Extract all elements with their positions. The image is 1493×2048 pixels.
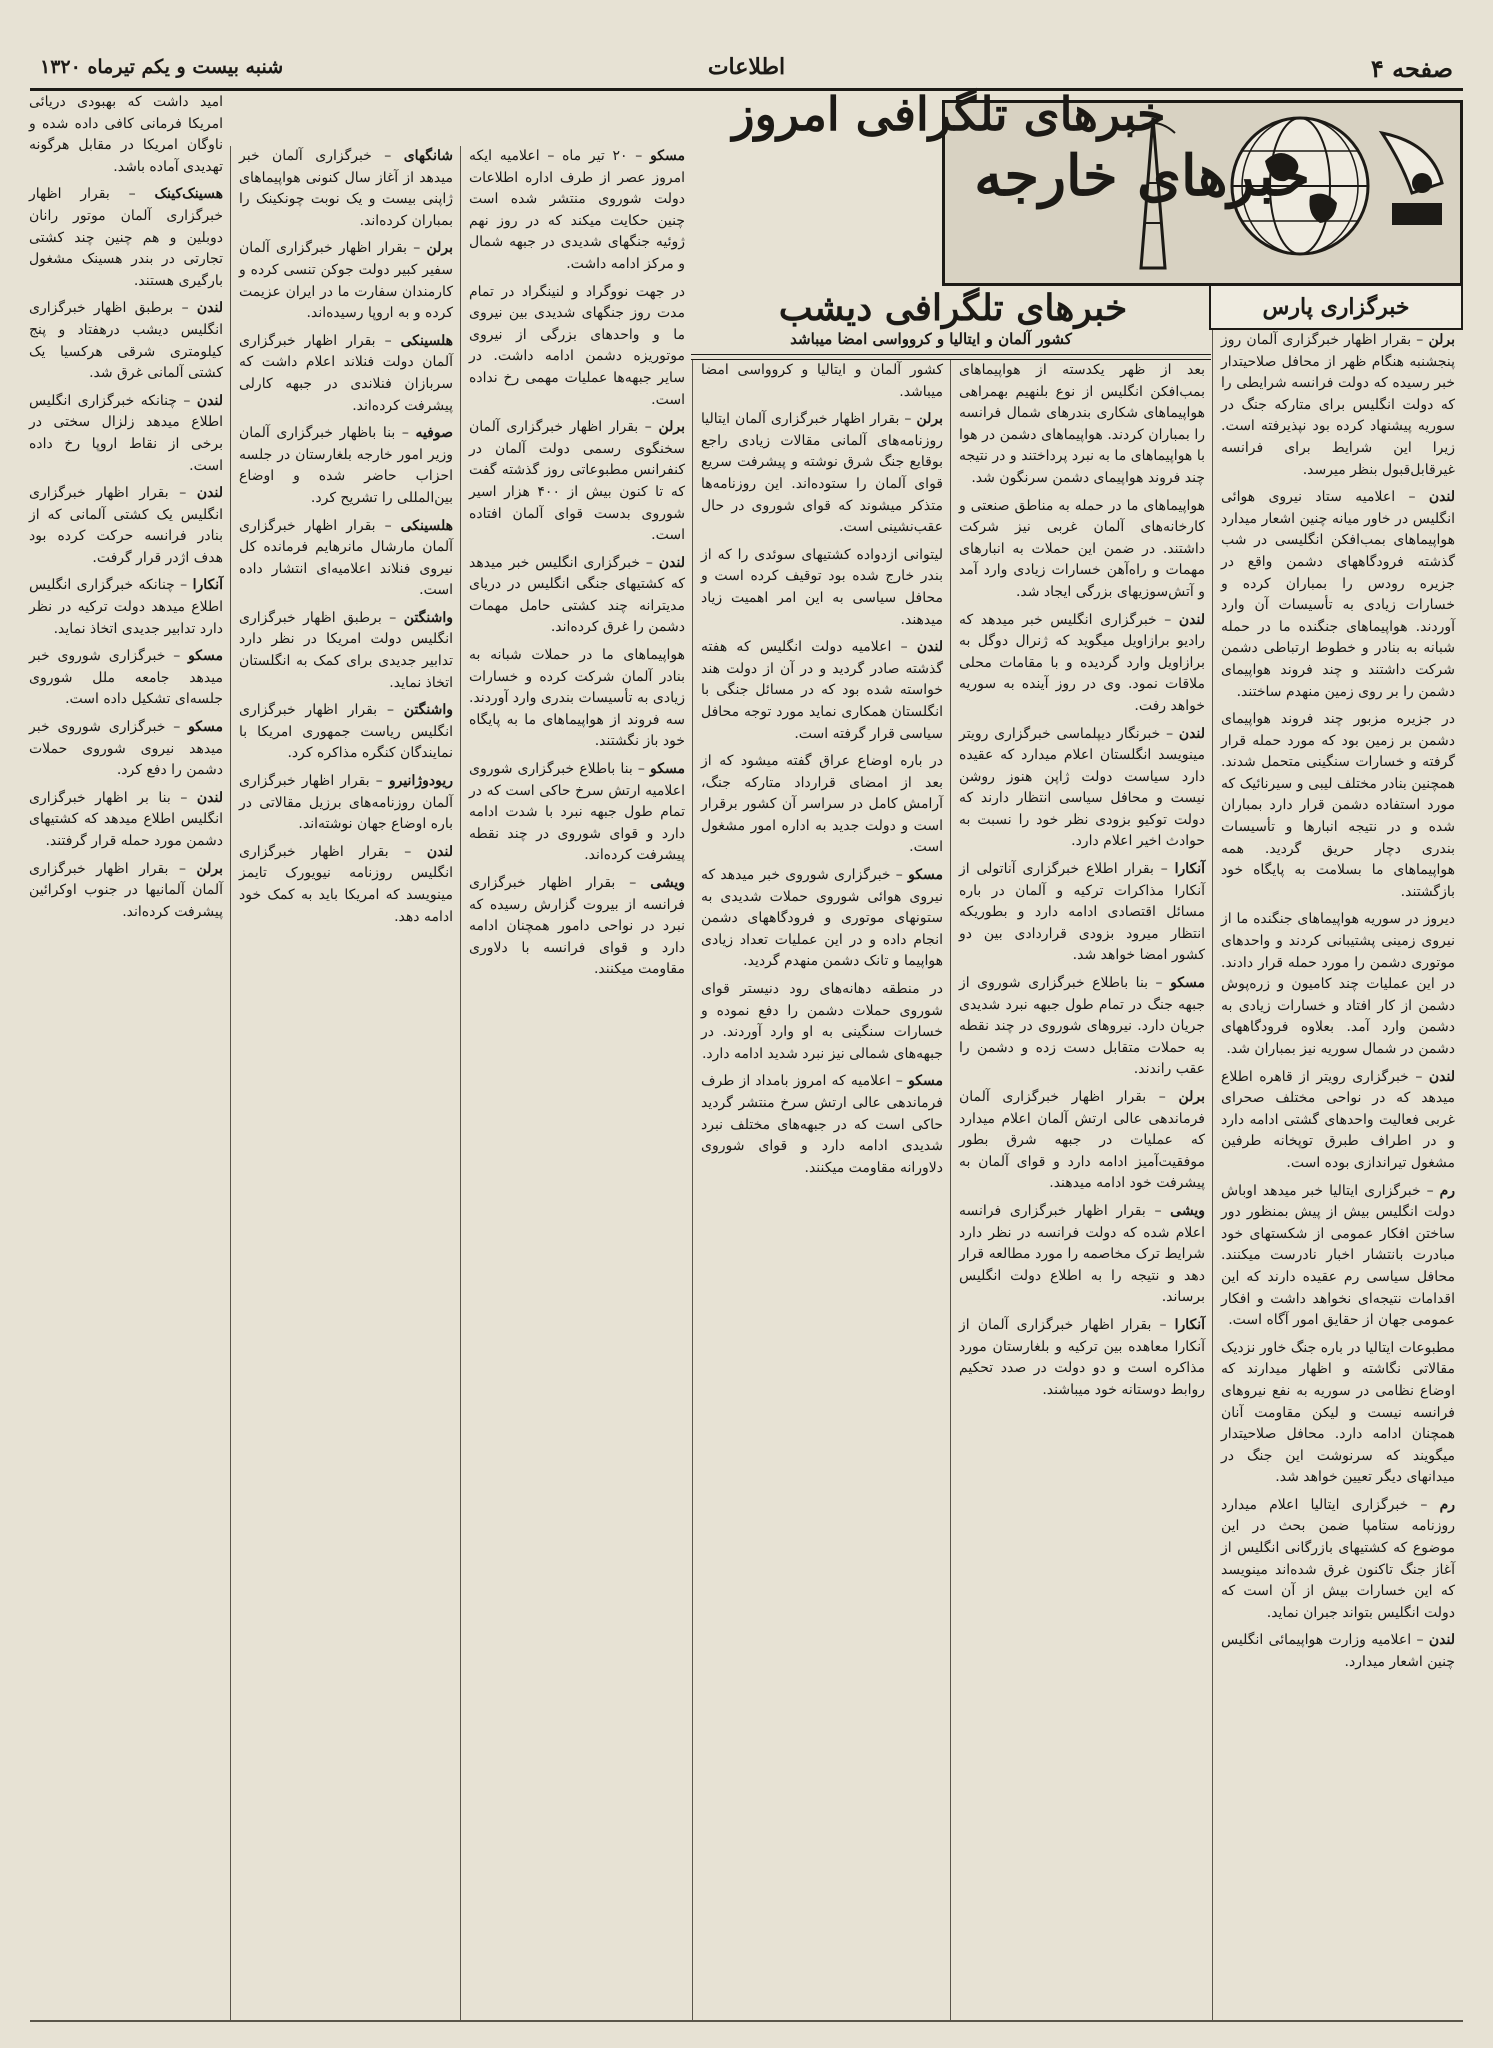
news-item (693, 545, 951, 631)
news-item (951, 1201, 1213, 1309)
news-item (21, 483, 231, 569)
news-item (693, 979, 951, 1065)
news-item (231, 238, 461, 324)
news-item (461, 282, 693, 412)
news-dateline: هسینک‌کینک (154, 186, 224, 203)
news-item (951, 360, 1213, 490)
news-text: – بقرار اظهار خبرگزاری آلمان آلمانیها در جنوب اوکرائین پیشرفت کرده‌اند. (29, 860, 223, 920)
news-dateline: لندن (196, 789, 224, 806)
news-text: – بقرار اظهار خبرگزاری آلمان ایتالیا روزنامه‌های آلمانی مقالات زیادی راجع بوقایع جنگ شرق نوشته و پیشرفت سریع قوای آلمان را ستوده‌اند. این روزنامه‌ها متذکر میشوند که قوای شوروی در حال عقب‌نشینی است. (701, 411, 943, 536)
news-item (21, 391, 231, 477)
news-dateline: لندن (1428, 1632, 1455, 1649)
column-3 (692, 360, 951, 2020)
news-text: – خبرگزاری رویتر از قاهره اطلاع میدهد که در نواحی مختلف صحرای غربی فعالیت واحدهای گشتی ادامه دارد و در اطراف طبرق توپخانه طرفین مشغول تیراندازی بوده است. (1221, 1068, 1455, 1171)
bottom-rule (30, 2020, 1463, 2022)
news-dateline: مسکو (908, 1073, 944, 1090)
news-text: – بقرار اظهار خبرگزاری آلمان روز پنجشنبه هنگام ظهر از محافل صلاحیتدار خبر رسیده که دولت فرانسه شرایطی را که دولت انگلیس برای متارکه جنگ در سوریه پیشنهاد کرده بود نپذیرفته است. زیرا این شرایط برای فرانسه غیرقابل‌قبول بنظر میرسد. (1221, 332, 1455, 478)
news-dateline: لندن (1178, 725, 1205, 742)
news-dateline: لندن (196, 485, 223, 502)
news-text: – بقرار اظهار خبرگزاری آلمان مارشال مانرهایم فرمانده کل نیروی فنلاند اعلامیه‌ای انتشار داده است. (239, 517, 453, 599)
banner-title: خبرهای خارجه (974, 143, 1310, 209)
news-dateline: صوفیه (415, 425, 453, 442)
news-item (1213, 1067, 1463, 1175)
news-dateline: لندن (1428, 489, 1456, 506)
news-text: بعد از ظهر یکدسته از هواپیماهای بمب‌افکن انگلیس از نوع بلنهیم بهمراهی هواپیماهای شکاری بندرهای شمال فرانسه را بمباران کردند. هواپیماهای دشمن در هوا با هواپیماهای ما به نبرد پرداختند و در نتیجه چند فروند هواپیمای دشمن سرنگون شد. (959, 362, 1205, 486)
news-dateline: لندن (196, 392, 223, 409)
news-dateline: برلن (426, 240, 453, 257)
news-text: در جهت نووگراد و لنینگراد در تمام مدت روز جنگهای شدیدی بین نیروی ما و واحدهای بزرگی از نیروی موتوریزه دشمن ادامه داشت. در سایر جبهه‌ها عملیات مهمی رخ نداده است. (469, 283, 685, 408)
news-item (693, 865, 951, 973)
news-text: در جزیره مزبور چند فروند هواپیمای دشمن بر زمین بود که مورد حمله قرار گرفته و خسارات سنگینی متحمل شدند. همچنین بنادر مختلف لیبی و سیرنائیک که مورد استفاده دشمن قرار دارد بمباران شده و در نتیجه انبارها و تأسیسات بندری دچار حریق گردید. همه هواپیماهای ما بسلامت به پایگاه خود بازگشتند. (1221, 711, 1455, 900)
news-item (951, 1087, 1213, 1195)
news-dateline: رم (1439, 1182, 1455, 1199)
news-item (951, 610, 1213, 718)
news-item (693, 360, 951, 403)
news-dateline: مسکو (1170, 975, 1206, 992)
news-dateline: آنکارا (1174, 861, 1205, 878)
news-dateline: مسکو (650, 761, 685, 778)
news-text: در باره اوضاع عراق گفته میشود که از بعد از امضای قرارداد متارکه جنگ، آرامش کامل در سراسر آن کشور برقرار است و دولت جدید به اداره امور مشغول است. (701, 753, 943, 856)
news-text: – اعلامیه دولت انگلیس که هفته گذشته صادر گردید و در آن از دولت هند خواسته شده بود که در مسائل جنگی با انگلستان همکاری نماید مورد توجه محافل سیاسی قرار گرفته است. (701, 639, 943, 742)
news-item (461, 873, 693, 981)
news-item (693, 637, 951, 745)
news-item (1213, 1338, 1463, 1489)
column-5 (230, 146, 461, 2020)
news-text: – بقرار اظهار خبرگزاری انگلیس یک کشتی آلمانی که از بنادر فرانسه حرکت کرده بود هدف اژدر قرار گرفت. (29, 485, 223, 566)
news-text: هواپیماهای ما در حملات شبانه به بنادر آلمان شرکت کرده و خسارات زیادی به تأسیسات بندری وارد آوردند. سه فروند از هواپیماهای ما به پایگاه خود باز نگشتند. (469, 647, 685, 750)
news-dateline: آنکارا (1174, 1316, 1205, 1333)
news-text: – بنا باطلاع خبرگزاری شوروی اعلامیه ارتش سرخ حاکی است که در تمام طول جبهه نبرد با شدت ادامه دارد و قوای شوروی در چند نقطه پیشرفت کرده‌اند. (469, 761, 685, 864)
news-dateline: برلن (1178, 1089, 1205, 1105)
news-item (1213, 330, 1463, 481)
news-text: – بقرار اطلاع خبرگزاری آناتولی از آنکارا مذاکرات ترکیه و آلمان در باره مسائل اقتصادی ادامه دارد و بطوریکه انتظار میرود بزودی قراردادی بین دو کشور امضا خواهد شد. (959, 861, 1205, 964)
news-text: – بقرار اظهار خبرگزاری فرانسه از بیروت گزارش رسیده که نبرد در نواحی دامور همچنان ادامه دارد و قوای فرانسه با دلاوری مقاومت میکنند. (469, 875, 685, 978)
column-6 (21, 92, 231, 2020)
news-text: دیروز در سوریه هواپیماهای جنگنده ما از نیروی زمینی پشتیبانی کردند و واحدهای موتوری دشمن را مورد حمله قرار دادند. در این عملیات چند کامیون و زره‌پوش دشمن از کار افتاد و خسارات زیادی به دشمن وارد آمد. بعلاوه فرودگاههای دشمن در شمال سوریه نیز بمباران شد. (1221, 911, 1455, 1057)
news-text: – بنا باطلاع خبرگزاری شوروی از جبهه جنگ در تمام طول جبهه نبرد شدیدی جریان دارد. نیروهای شوروی در چند نقطه به حملات متقابل دست زده و دشمن را عقب راندند. (959, 975, 1205, 1078)
news-text: – بقرار اظهار خبرگزاری آلمان موتور رانان دوبلین و هم چنین چند کشتی تجارتی در بندر هسینک مشغول بارگیری هستند. (29, 186, 223, 289)
news-item (231, 146, 461, 232)
news-text: – بقرار اظهار خبرگزاری انگلیس ریاست جمهوری امریکا با نمایندگان کنگره مذاکره کرد. (239, 702, 453, 762)
news-dateline: مسکو (188, 719, 224, 736)
news-dateline: ویشی (1170, 1202, 1205, 1219)
news-text: کشور آلمان و ایتالیا و کروواسی امضا میباشد. (701, 362, 943, 400)
news-item (1213, 909, 1463, 1060)
paper-name: اطلاعات (707, 54, 786, 80)
news-text: – چنانکه خبرگزاری انگلیس اطلاع میدهد زلزال سختی در برخی از نقاط اروپا رخ داده است. (29, 392, 223, 474)
column-1 (1212, 330, 1463, 2020)
news-item (951, 859, 1213, 967)
news-dateline: لندن (658, 554, 685, 571)
news-text: – خبرگزاری ایتالیا خبر میدهد اوباش دولت انگلیس بیش از پیش بمنظور دور ساختن افکار عمومی از شکستهای خود مبادرت بانتشار اخبار نادرست میکنند. محافل سیاسی رم عقیده دارند که این اقدامات نتیجه‌ای نخواهد داشت و افکار عمومی جهان از حقایق امور آگاه است. (1221, 1182, 1455, 1329)
news-text: – بقرار اظهار خبرگزاری آلمان روزنامه‌های برزیل مقالاتی در باره اوضاع جهان نوشته‌اند. (239, 773, 453, 833)
news-dateline: لندن (1178, 611, 1205, 628)
news-item (21, 717, 231, 782)
news-text: – برطبق اظهار خبرگزاری انگلیس دیشب درهفتاد و پنج کیلومتری شرقی هرکسیا یک کشتی آلمانی غرق شد. (29, 300, 223, 382)
news-dateline: مسکو (188, 648, 224, 665)
news-dateline: رم (1439, 1496, 1456, 1513)
news-text: – خبرنگار دیپلماسی خبرگزاری رویتر مینویسد انگلستان اعلام میدارد که عقیده دارد سیاست دولت ژاپن هنوز روشن نیست و محافل سیاسی انتظار دارند که دولت توکیو بزودی نظر خود را نسبت به حوادث اخیر اعلام دارد. (959, 725, 1205, 850)
news-item (693, 409, 951, 539)
news-item (1213, 709, 1463, 903)
news-text: – خبرگزاری آلمان خبر میدهد از آغاز سال کنونی هواپیماهای ژاپنی بیست و یک نوبت چونکینک را بمباران کرده‌اند. (239, 148, 453, 229)
news-text: – خبرگزاری انگلیس خبر میدهد که رادیو برازاویل میگوید که ژنرال دوگل به برازاویل وارد گردیده و با مقامات محلی ملاقات نمود. وی در روز آینده به سوریه خواهد رفت. (959, 611, 1205, 714)
news-item (951, 496, 1213, 604)
news-item (21, 788, 231, 853)
news-text: – اعلامیه ستاد نیروی هوائی انگلیس در خاور میانه چنین اشعار میدارد هواپیماهای بمب‌افکن انگلیسی در شب گذشته فرودگاههای دشمن واقع در جزیره رودس را بمباران کرده و خسارات زیادی به تأسیسات آن وارد آوردند. هواپیماهای جنگنده ما در حمله شبانه به بنادر و خطوط ارتباطی دشمن شرکت داشتند و چند فروند هواپیمای دشمن را بر روی زمین منهدم ساختند. (1221, 489, 1455, 700)
issue-date: شنبه بیست و یکم تیرماه ۱۳۲۰ (40, 56, 284, 78)
news-item (1213, 1181, 1463, 1332)
gramophone-icon (1372, 123, 1452, 233)
news-item (231, 700, 461, 765)
news-item (461, 146, 693, 276)
news-dateline: شانگهای (403, 148, 453, 164)
news-text: – بقرار اظهار خبرگزاری آلمان سخنگوی رسمی دولت آلمان در کنفرانس مطبوعاتی روز گذشته گفت که تا کنون بیش از ۴۰۰ هزار اسیر شوروی بدست قوای آلمان افتاده است. (469, 419, 686, 544)
page-label: صفحه ۴ (1370, 54, 1453, 83)
news-item (951, 724, 1213, 854)
headline-today: خبرهای تلگرافی امروز (732, 87, 1166, 141)
news-dateline: هلسینکی (400, 332, 453, 349)
news-item (231, 331, 461, 417)
news-item (461, 645, 693, 753)
news-text: – چنانکه خبرگزاری انگلیس اطلاع میدهد دولت ترکیه در نظر دارد تدابیر جدیدی اتخاذ نماید. (29, 577, 223, 637)
news-text: هواپیماهای ما در حمله به مناطق صنعتی و کارخانه‌های آلمان غربی نیز شرکت داشتند. در ضمن این حملات به انبارهای مهمات و راه‌آهن خسارات زیادی وارد آمد و آتش‌سوزیهای بزرگی ایجاد شد. (959, 497, 1205, 600)
news-dateline: لندن (916, 639, 943, 656)
news-item (461, 417, 693, 547)
news-text: – بقرار اظهار خبرگزاری آلمان سفیر کبیر دولت جوکن تنسی کرده و کارمندان سفارت ما در ایران عزیمت کرده و به اروپا رسیده‌اند. (239, 240, 453, 322)
news-dateline: آنکارا (192, 577, 223, 594)
news-text: – خبرگزاری شوروی خبر میدهد جامعه ملل شوروی جلسه‌ای تشکیل داده است. (29, 648, 223, 708)
news-item (231, 771, 461, 836)
news-dateline: برلن (196, 860, 223, 877)
news-item (1213, 487, 1463, 703)
news-text: مطبوعات ایتالیا در باره جنگ خاور نزدیک مقالاتی نگاشته و اظهار میدارند که اوضاع نظامی در سوریه به نفع نیروهای فرانسه نیست و لیکن مقاومت آنان همچنان ادامه دارد. محافل صلاحیتدار میگویند که سرنوشت این جنگ در میدانهای دیگر تعیین خواهد شد. (1221, 1339, 1455, 1486)
news-item (21, 646, 231, 711)
news-dateline: لندن (426, 843, 453, 860)
news-text: – بنا بر اظهار خبرگزاری انگلیس اطلاع میدهد که کشتیهای دشمن مورد حمله قرار گرفتند. (29, 789, 223, 849)
news-dateline: مسکو (908, 867, 944, 884)
news-item (1213, 1495, 1463, 1625)
news-dateline: لندن (196, 300, 223, 317)
news-text: – اعلامیه که امروز بامداد از طرف فرماندهی عالی ارتش سرخ منتشر گردید حاکی است که در جبهه‌های مختلف نبرد شدیدی ادامه دارد و قوای شوروی دلاورانه مقاومت میکنند. (701, 1073, 943, 1176)
news-item (231, 423, 461, 509)
news-text: لیتوانی ازدواده کشتیهای سوئدی را که از بندر خارج شده بود توقیف کرده است و محافل سیاسی به این امر اهمیت زیاد میدهند. (701, 546, 943, 628)
news-text: – خبرگزاری شوروی خبر میدهد نیروی شوروی حملات دشمن را دفع کرد. (29, 719, 223, 779)
news-item (693, 1071, 951, 1179)
agency-label: خبرگزاری پارس (1209, 284, 1463, 330)
news-item (693, 751, 951, 859)
news-dateline: ویشی (650, 875, 686, 891)
news-text: – بقرار اظهار خبرگزاری آلمان دولت فنلاند اعلام داشت که سربازان فنلاندی در جبهه کارلی پیشرفت کرده‌اند. (239, 332, 453, 414)
news-text: – بقرار اظهار خبرگزاری آلمان از آنکارا معاهده بین ترکیه و بلغارستان مورد مذاکره است و دو دولت در صدد تحکیم روابط دوستانه خود میباشند. (959, 1316, 1205, 1398)
news-dateline: ریودوژانیرو (388, 773, 453, 790)
news-text: – برطبق اظهار خبرگزاری انگلیس دولت امریکا در نظر دارد تدابیر جدیدی برای کمک به انگلستان اتخاذ نماید. (239, 609, 453, 691)
news-text: در منطقه دهانه‌های رود دنیستر قوای شوروی حملات دشمن را دفع نموده و خسارات سنگینی به او وارد آوردند. در جبهه‌های شمالی نیز نبرد شدید ادامه دارد. (701, 981, 943, 1062)
news-item (21, 298, 231, 384)
news-text: – بقرار اظهار خبرگزاری فرانسه اعلام شده که دولت فرانسه در نظر دارد شرایط ترک مخاصمه را مورد مطالعه قرار دهد و نتیجه را به اطلاع دولت انگلیس برساند. (959, 1202, 1205, 1306)
news-item (461, 553, 693, 639)
news-text: – بنا باظهار خبرگزاری آلمان وزیر امور خارجه بلغارستان در جلسه احزاب حاضر شده و اوضاع بین‌المللی را تشریح کرد. (239, 425, 453, 506)
news-dateline: واشنگتن (403, 609, 453, 626)
headline-last-night: خبرهای تلگرافی دیشب (778, 287, 1128, 329)
news-dateline: واشنگتن (403, 702, 453, 719)
news-dateline: لندن (1428, 1068, 1456, 1085)
news-text: – بقرار اظهار خبرگزاری آلمان فرماندهی عالی ارتش آلمان اعلام میدارد که عملیات در جبهه شرق بطور موفقیت‌آمیز ادامه دارد و قوای آلمان به پیشرفت خود ادامه میدهند. (959, 1089, 1205, 1192)
news-item (231, 516, 461, 602)
news-item (21, 92, 231, 178)
news-dateline: برلن (916, 411, 944, 428)
news-item (21, 184, 231, 292)
news-item (21, 859, 231, 924)
news-dateline: برلن (658, 419, 685, 436)
news-item (231, 842, 461, 928)
news-dateline: مسکو (650, 148, 686, 164)
news-text: امید داشت که بهبودی دریائی امریکا فرمانی کافی داده شده و ناوگان امریکا در مقابل هرگونه تهدیدی آماده باشد. (29, 94, 223, 175)
news-item (1213, 1630, 1463, 1673)
news-dateline: هلسینکی (400, 517, 453, 534)
news-item (21, 575, 231, 640)
news-text: – ۲۰ تیر ماه – اعلامیه ایکه امروز عصر از طرف اداره اطلاعات دولت شوروی منتشر شده است چنین حکایت میکند که در روز نهم ژوئیه جنگهای شدیدی در جبهه شمال و مرکز ادامه داشت. (469, 148, 685, 272)
news-text: – خبرگزاری ایتالیا اعلام میدارد روزنامه ستامپا ضمن بحث در این موضوع که کشتیهای بازرگانی انگلیس از آغاز جنگ تاکنون غرق شده‌اند مینویسد که این خسارات بیش از آن است که دولت انگلیس بتواند جبران نماید. (1221, 1496, 1455, 1621)
news-text: – اعلامیه وزارت هواپیمائی انگلیس چنین اشعار میدارد. (1221, 1632, 1455, 1671)
headline-subline: کشور آلمان و ایتالیا و کروواسی امضا میباشد (790, 330, 1072, 348)
column-2 (950, 360, 1213, 2020)
news-item (461, 759, 693, 867)
news-text: – بقرار اظهار خبرگزاری انگلیس روزنامه نیویورک تایمز مینویسد که امریکا باید به کمک خود ادامه دهد. (239, 843, 453, 925)
news-item (231, 608, 461, 694)
news-text: – خبرگزاری شوروی خبر میدهد که نیروی هوائی شوروی حملات شدیدی به ستونهای موتوری و فرودگاههای دشمن انجام داده و در این عملیات تعداد زیادی هواپیما و تانک دشمن منهدم گردید. (701, 867, 943, 970)
news-item (951, 973, 1213, 1081)
news-item (951, 1315, 1213, 1401)
news-text: – خبرگزاری انگلیس خبر میدهد که کشتیهای جنگی انگلیس در دریای مدیترانه چند کشتی حامل مهمات دشمن را غرق کرده‌اند. (469, 554, 685, 636)
column-4 (460, 146, 693, 2020)
news-dateline: برلن (1428, 332, 1456, 348)
